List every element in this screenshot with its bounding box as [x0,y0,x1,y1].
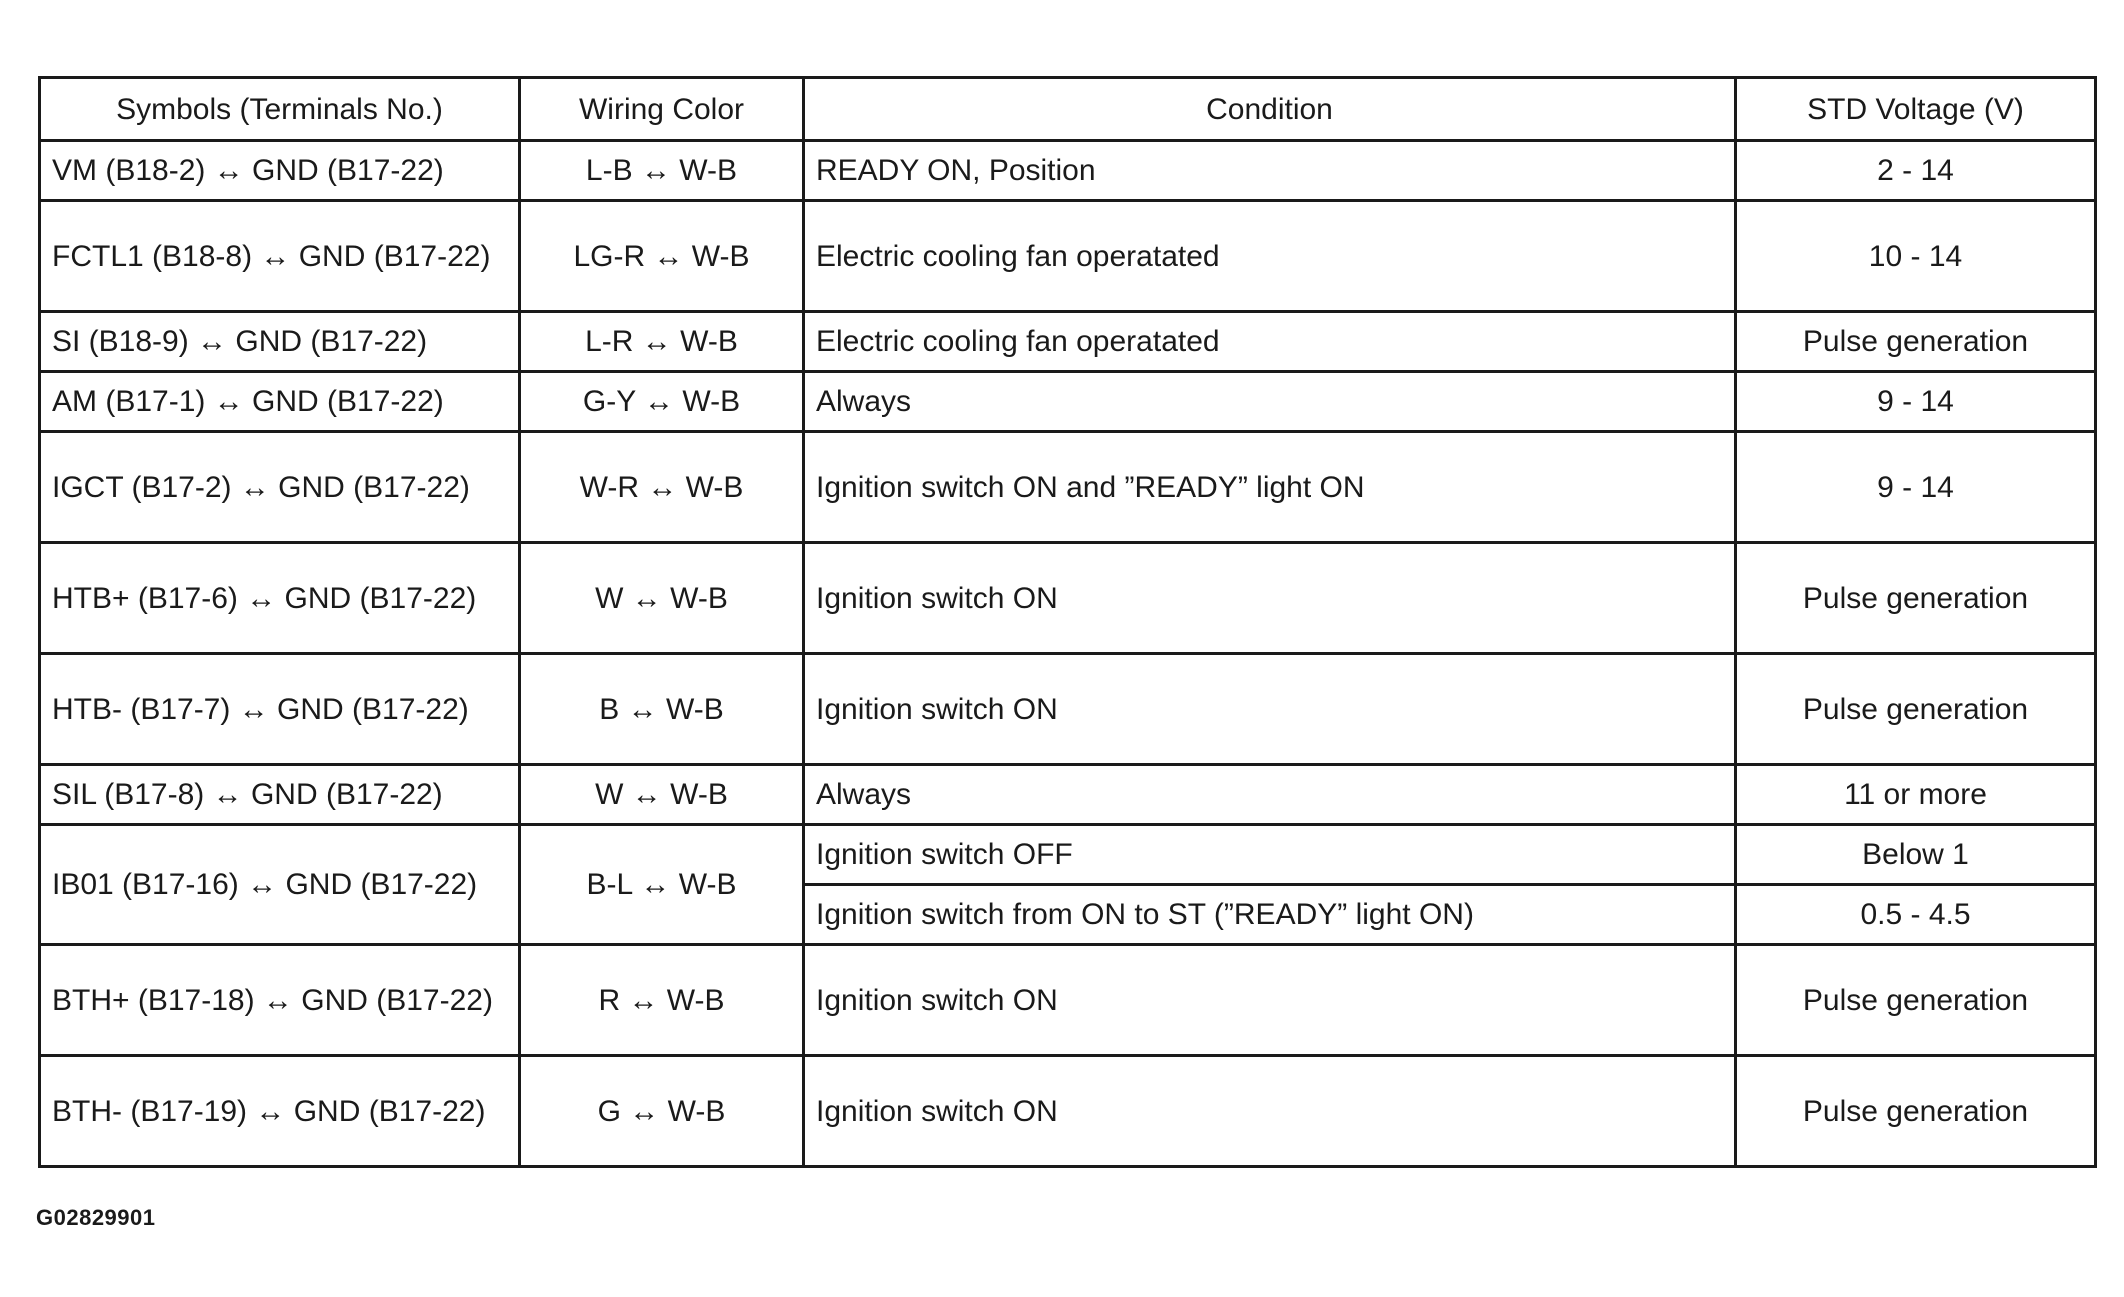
terminal-voltage-table [38,76,2097,1168]
symbol-cell: AM (B17-1) ↔ GND (B17-22) [40,372,520,432]
wiring-cell: G ↔ W-B [520,1056,804,1167]
header-std-voltage: STD Voltage (V) [1736,78,2096,141]
table-row [40,141,2096,201]
condition-cell: Always [804,372,1736,432]
voltage-cell: 11 or more [1736,765,2096,825]
condition-cell: Ignition switch OFF [804,825,1736,885]
condition-cell: Ignition switch ON [804,945,1736,1056]
header-condition: Condition [804,78,1736,141]
symbol-cell: BTH+ (B17-18) ↔ GND (B17-22) [40,945,520,1056]
table-row [40,825,2096,885]
table-row [40,543,2096,654]
symbol-cell: FCTL1 (B18-8) ↔ GND (B17-22) [40,201,520,312]
condition-cell: Electric cooling fan operatated [804,312,1736,372]
voltage-cell: Pulse generation [1736,543,2096,654]
voltage-cell: 9 - 14 [1736,372,2096,432]
symbol-cell: IB01 (B17-16) ↔ GND (B17-22) [40,825,520,945]
table-row [40,201,2096,312]
wiring-cell: R ↔ W-B [520,945,804,1056]
voltage-cell: 10 - 14 [1736,201,2096,312]
symbol-cell: HTB+ (B17-6) ↔ GND (B17-22) [40,543,520,654]
wiring-cell: B-L ↔ W-B [520,825,804,945]
symbol-cell: IGCT (B17-2) ↔ GND (B17-22) [40,432,520,543]
table-header-row [40,78,2096,141]
table-row [40,945,2096,1056]
voltage-cell: Pulse generation [1736,654,2096,765]
figure-code: G02829901 [36,1205,156,1230]
wiring-cell: L-R ↔ W-B [520,312,804,372]
header-symbols: Symbols (Terminals No.) [40,78,520,141]
symbol-cell: SI (B18-9) ↔ GND (B17-22) [40,312,520,372]
voltage-cell: Pulse generation [1736,1056,2096,1167]
header-wiring-color: Wiring Color [520,78,804,141]
wiring-cell: W-R ↔ W-B [520,432,804,543]
voltage-cell: Pulse generation [1736,945,2096,1056]
table-row [40,312,2096,372]
symbol-cell: VM (B18-2) ↔ GND (B17-22) [40,141,520,201]
condition-cell: Ignition switch from ON to ST (”READY” light ON) [804,885,1736,945]
table-row [40,654,2096,765]
wiring-cell: B ↔ W-B [520,654,804,765]
wiring-cell: W ↔ W-B [520,543,804,654]
table-row [40,765,2096,825]
condition-cell: Ignition switch ON [804,543,1736,654]
table-row [40,432,2096,543]
condition-cell: Electric cooling fan operatated [804,201,1736,312]
table-row [40,1056,2096,1167]
symbol-cell: HTB- (B17-7) ↔ GND (B17-22) [40,654,520,765]
condition-cell: Ignition switch ON and ”READY” light ON [804,432,1736,543]
condition-cell: Always [804,765,1736,825]
wiring-cell: W ↔ W-B [520,765,804,825]
wiring-cell: G-Y ↔ W-B [520,372,804,432]
wiring-cell: L-B ↔ W-B [520,141,804,201]
condition-cell: Ignition switch ON [804,1056,1736,1167]
voltage-cell: Pulse generation [1736,312,2096,372]
wiring-cell: LG-R ↔ W-B [520,201,804,312]
table-row [40,372,2096,432]
condition-cell: READY ON, Position [804,141,1736,201]
voltage-cell: 2 - 14 [1736,141,2096,201]
voltage-cell: Below 1 [1736,825,2096,885]
condition-cell: Ignition switch ON [804,654,1736,765]
symbol-cell: BTH- (B17-19) ↔ GND (B17-22) [40,1056,520,1167]
voltage-cell: 9 - 14 [1736,432,2096,543]
symbol-cell: SIL (B17-8) ↔ GND (B17-22) [40,765,520,825]
voltage-cell: 0.5 - 4.5 [1736,885,2096,945]
